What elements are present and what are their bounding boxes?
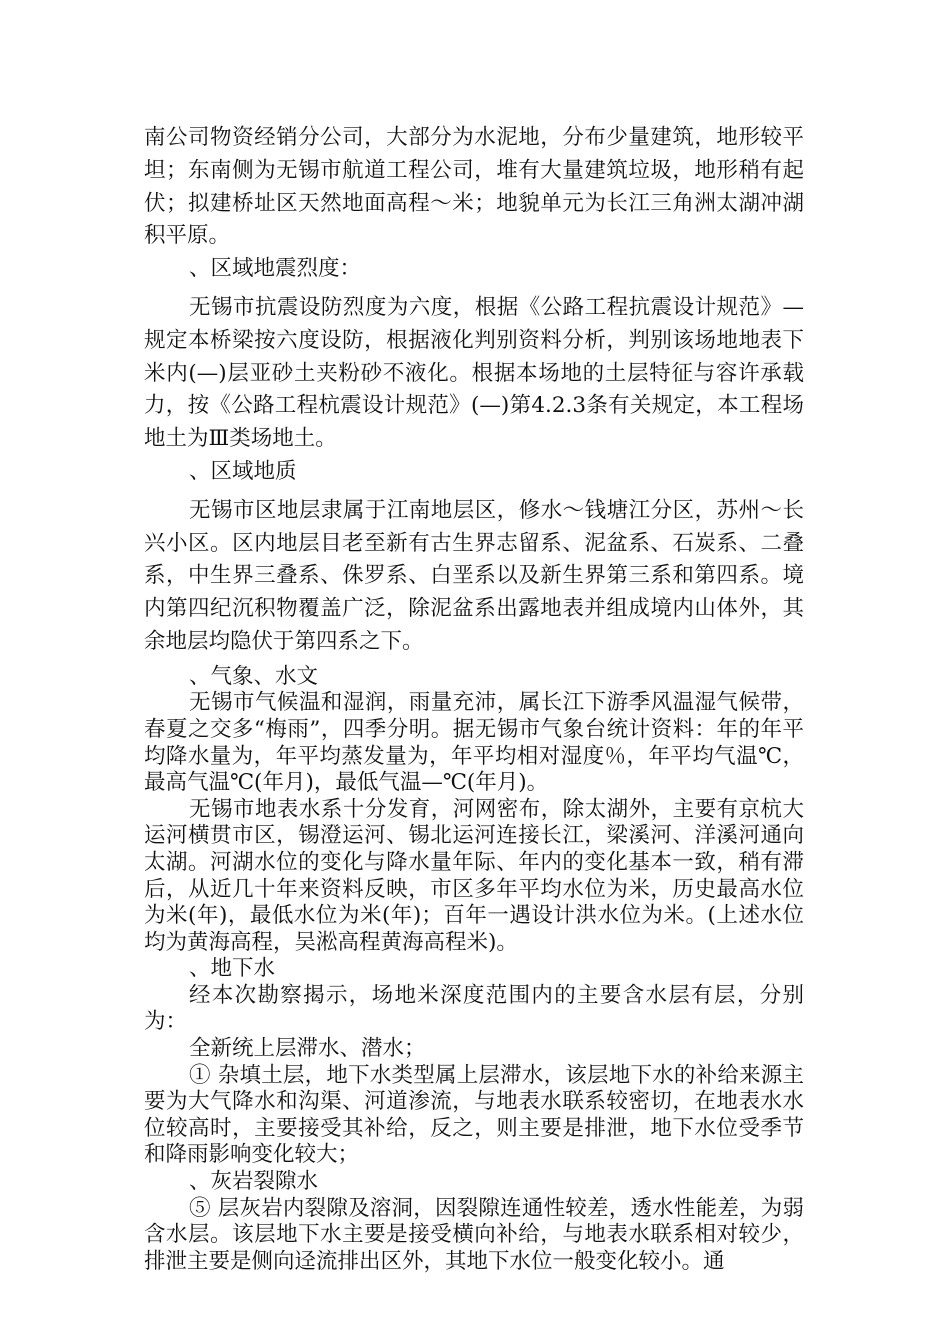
paragraph-aquifers: 经本次勘察揭示，场地米深度范围内的主要含水层有层，分别为： xyxy=(144,982,804,1035)
paragraph-climate: 无锡市气候温和湿润，雨量充沛，属长江下游季风温湿气候带，春夏之交多“梅雨”，四季分明。据无锡市气象台统计资料：年的年平均降水量为，年平均蒸发量为，年平均相对湿度％，年平均气温℃，最高气温℃(年月)，最低气温—℃(年月)。 xyxy=(144,690,804,796)
paragraph-site-terrain: 南公司物资经销分公司，大部分为水泥地，分布少量建筑，地形较平坦；东南侧为无锡市航道工程公司，堆有大量建筑垃圾，地形稍有起伏；拟建桥址区天然地面高程～米；地貌单元为长江三角洲太湖冲湖积平原。 xyxy=(144,125,804,249)
paragraph-fill-layer: ① 杂填土层，地下水类型属上层滞水，该层地下水的补给来源主要为大气降水和沟渠、河道渗流，与地表水联系较密切，在地表水水位较高时，主要接受其补给，反之，则主要是排泄，地下水位受季节和降雨影响变化较大； xyxy=(144,1062,804,1168)
heading-limestone-water: 、灰岩裂隙水 xyxy=(189,1169,319,1195)
paragraph-geology: 无锡市区地层隶属于江南地层区，修水～钱塘江分区，苏州～长兴小区。区内地层目老至新有古生界志留系、泥盆系、石炭系、二叠系，中生界三叠系、侏罗系、白垩系以及新生界第三系和第四系。境内第四纪沉积物覆盖广泛，除泥盆系出露地表并组成境内山体外，其余地层均隐伏于第四系之下。 xyxy=(144,497,804,654)
heading-regional-geology: 、区域地质 xyxy=(189,458,297,484)
paragraph-holocene-water: 全新统上层滞水、潜水； xyxy=(189,1036,426,1062)
heading-groundwater: 、地下水 xyxy=(189,956,276,982)
document-page xyxy=(144,122,804,1275)
heading-climate-hydrology: 、气象、水文 xyxy=(189,663,319,689)
paragraph-surface-water: 无锡市地表水系十分发育，河网密布，除太湖外，主要有京杭大运河横贯市区，锡澄运河、锡北运河连接长江，梁溪河、洋溪河通向太湖。河湖水位的变化与降水量年际、年内的变化基本一致，稍有滞后，从近几十年来资料反映，市区多年平均水位为米，历史最高水位为米(年)，最低水位为米(年)；百年一遇设计洪水位为米。(上述水位均为黄海高程，吴淞高程黄海高程米)。 xyxy=(144,796,804,955)
paragraph-limestone: ⑤ 层灰岩内裂隙及溶洞，因裂隙连通性较差，透水性能差，为弱含水层。该层地下水主要是接受横向补给，与地表水联系相对较少，排泄主要是侧向迳流排出区外，其地下水位一般变化较小。通 xyxy=(144,1195,804,1274)
heading-seismic-intensity: 、区域地震烈度： xyxy=(189,256,362,282)
paragraph-seismic: 无锡市抗震设防烈度为六度，根据《公路工程抗震设计规范》—规定本桥梁按六度设防，根据液化判别资料分析，判别该场地地表下米内(—)层亚砂土夹粉砂不液化。根据本场地的土层特征与容许承载力，按《公路工程杭震设计规范》(—)第4.2.3条有关规定，本工程场地土为Ⅲ类场地土。 xyxy=(144,294,804,452)
